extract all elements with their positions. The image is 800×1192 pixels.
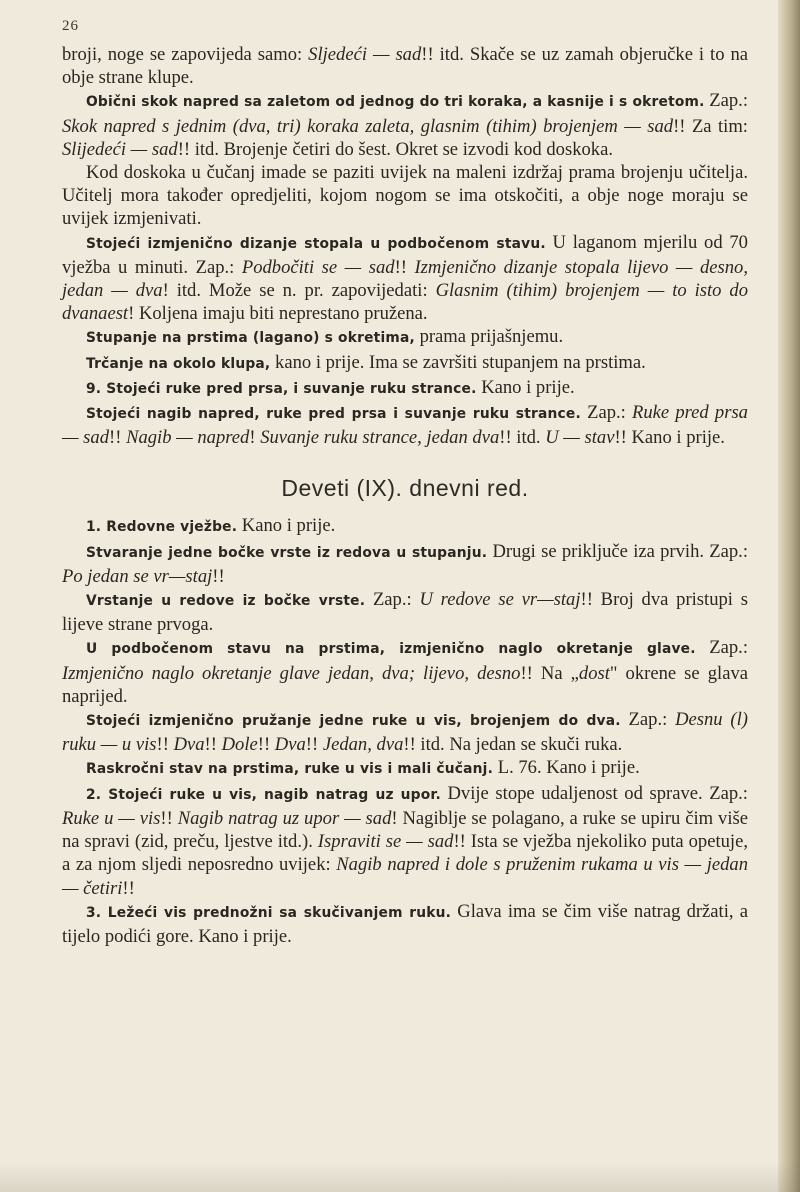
- p13-run: !!: [156, 734, 174, 756]
- paragraph-8: [62, 401, 748, 449]
- p2-run: Skok napred s jednim (dva, tri) koraka zaleta, glasnim (tihim) brojenjem — sad: [62, 115, 674, 137]
- p11-run: !! Broj dva pristupi s lijeve strane prvoga.: [62, 589, 748, 636]
- p2-run: !! Za tim:: [673, 115, 748, 137]
- page-edge-shadow: [778, 0, 800, 1192]
- p1-run: Sljedeći — sad: [308, 44, 422, 65]
- p8-run: Suvanje ruku strance, jedan dva: [260, 427, 500, 449]
- p6-run: Trčanje na okolo klupa,: [86, 355, 271, 372]
- p12-run: U podbočenom stavu na prstima, izmjenično naglo okretanje glave.: [86, 641, 696, 658]
- p15-run: !!: [160, 807, 178, 829]
- p11-run: Zap.:: [365, 589, 420, 611]
- p4-run: Stojeći izmjenično dizanje stopala u podbočenom stavu.: [86, 235, 546, 252]
- p13-run: !!: [204, 734, 222, 756]
- p15-run: !! Ista se vježba njekoliko puta opetuje, a za njom sljedi neposredno uvijek:: [62, 831, 748, 876]
- p5-run: prama prijašnjemu.: [414, 326, 564, 348]
- p13-run: Dva: [173, 734, 205, 756]
- p16-run: 3. Ležeći vis prednožni sa skučivanjem ruku.: [86, 904, 452, 921]
- paragraph-11: [62, 588, 748, 636]
- p1-run: !! itd. Skače se uz zamah objeručke i to na obje strane klupe.: [62, 44, 748, 89]
- p15-run: Ruke u — vis: [62, 807, 161, 829]
- p13-run: Dva: [274, 734, 306, 756]
- p8-run: !!: [109, 427, 127, 449]
- p13-run: !!: [305, 734, 323, 756]
- paragraph-4: [62, 231, 748, 326]
- p12-run: " okrene se glava naprijed.: [62, 662, 748, 707]
- p13-run: Dole: [221, 734, 258, 756]
- p15-run: Dvije stope udaljenost od sprave. Zap.:: [440, 782, 748, 804]
- p4-run: U laganom mjerilu od 70 vježba u minuti. Zap.:: [62, 231, 748, 278]
- p4-run: Izmjenično dizanje stopala lijevo — desno, jedan — dva: [62, 256, 748, 302]
- p8-run: Zap.:: [580, 402, 632, 424]
- p4-run: ! Koljena imaju biti neprestano pružena.: [128, 303, 428, 325]
- p10-run: Stvaranje jedne bočke vrste iz redova u stupanju.: [86, 544, 488, 561]
- paragraph-13: [62, 708, 748, 756]
- paragraph-6: [62, 351, 748, 376]
- p8-run: !! itd.: [499, 427, 546, 449]
- p14-run: L. 76. Kano i prije.: [493, 757, 640, 779]
- p4-run: Glasnim (tihim) brojenjem — to isto do dvanaest: [62, 280, 748, 325]
- p15-run: 2. Stojeći ruke u vis, nagib natrag uz upor.: [86, 786, 441, 803]
- p15-run: Nagib napred i dole s pruženim rukama u vis — jedan — četiri: [62, 854, 748, 899]
- section-heading: Deveti (IX). dnevni red.: [281, 475, 529, 502]
- p12-run: dost: [578, 662, 610, 684]
- p8-run: Nagib — napred: [126, 427, 250, 449]
- p13-run: !! itd. Na jedan se skuči ruka.: [403, 734, 623, 756]
- p4-run: !!: [394, 256, 415, 278]
- p13-run: Jedan, dva: [322, 734, 404, 756]
- p15-run: ! Nagiblje se polagano, a ruke se upiru čim više na spravi (zid, preču, ljestve itd.).: [62, 807, 748, 853]
- paragraph-5: [62, 325, 748, 350]
- p10-run: Drugi se priključe iza prvih. Zap.:: [487, 540, 749, 562]
- p11-run: U redove se vr—staj: [419, 589, 581, 611]
- p13-run: !!: [257, 734, 275, 756]
- p1-run: broji, noge se zapovijeda samo:: [62, 44, 309, 65]
- p10-run: Po jedan se vr—staj: [62, 565, 213, 587]
- p2-run: Obični skok napred sa zaletom od jednog do tri koraka, a kasnije i s okretom.: [86, 94, 705, 111]
- p4-run: ! itd. Može se n. pr. zapovijedati:: [162, 280, 436, 302]
- paragraph-10: [62, 540, 748, 588]
- p2-run: !! itd. Brojenje četiri do šest. Okret se izvodi kod doskoka.: [177, 138, 613, 160]
- p15-run: Nagib natrag uz upor — sad: [177, 807, 392, 829]
- paragraph-12: [62, 636, 748, 708]
- p8-run: Stojeći nagib napred, ruke pred prsa i suvanje ruku strance.: [86, 406, 581, 423]
- paragraph-15: [62, 782, 748, 900]
- p15-run: Ispraviti se — sad: [317, 831, 454, 853]
- p2-run: Slijedeći — sad: [62, 138, 178, 160]
- paragraph-3: [62, 161, 748, 231]
- p13-run: Stojeći izmjenično pružanje jedne ruke u vis, brojenjem do dva.: [86, 713, 621, 730]
- p12-run: Zap.:: [695, 637, 748, 659]
- p9-run: 1. Redovne vježbe.: [86, 519, 238, 536]
- paragraph-14: [62, 756, 748, 781]
- p12-run: !! Na „: [520, 662, 579, 684]
- p16-run: Glava ima se čim više natrag držati, a tijelo podići gore. Kano i prije.: [62, 900, 748, 947]
- p8-run: U — stav: [545, 427, 615, 449]
- p13-run: Desnu (l) ruku — u vis: [62, 709, 748, 756]
- paragraph-2: [62, 89, 748, 161]
- paragraph-7: [62, 376, 748, 401]
- page-number: 26: [62, 18, 79, 34]
- paragraph-9: [62, 514, 748, 539]
- p12-run: Izmjenično naglo okretanje glave jedan, dva; lijevo, desno: [62, 662, 521, 684]
- p14-run: Raskročni stav na prstima, ruke u vis i mali čučanj.: [86, 761, 494, 778]
- p8-run: !! Kano i prije.: [614, 427, 725, 449]
- p15-run: !!: [122, 877, 135, 899]
- bottom-shadow: [0, 1162, 800, 1192]
- p10-run: !!: [212, 565, 225, 587]
- p2-run: Zap.:: [704, 90, 748, 112]
- p6-run: kano i prije. Ima se završiti stupanjem na prstima.: [270, 351, 646, 373]
- paragraph-1: [62, 43, 748, 89]
- p7-run: Kano i prije.: [476, 376, 575, 398]
- paragraph-16: [62, 900, 748, 948]
- p7-run: 9. Stojeći ruke pred prsa, i suvanje ruku strance.: [86, 380, 477, 397]
- p13-run: Zap.:: [620, 709, 676, 731]
- p11-run: Vrstanje u redove iz bočke vrste.: [86, 593, 366, 610]
- p4-run: Podbočiti se — sad: [241, 256, 395, 278]
- p3-run: Kod doskoka u čučanj imade se paziti uvijek na maleni izdržaj prama brojenju učitelja. Učitelj mora također opredjeliti, kojom nogom se ima otskočiti, a obje noge moraju se uvijek izmjenivati.: [62, 162, 748, 230]
- p8-run: !: [249, 427, 261, 449]
- p8-run: Ruke pred prsa — sad: [62, 402, 748, 449]
- p9-run: Kano i prije.: [237, 515, 336, 537]
- p5-run: Stupanje na prstima (lagano) s okretima,: [86, 330, 415, 347]
